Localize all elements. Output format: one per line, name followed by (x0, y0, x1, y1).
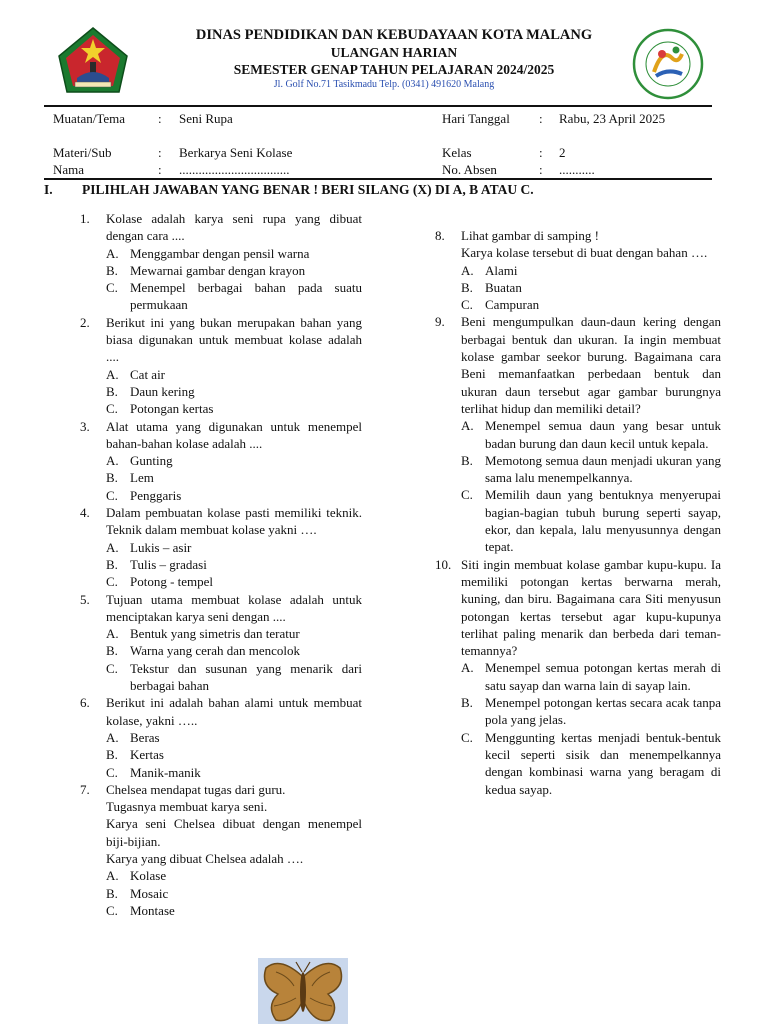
answer-option-b[interactable] (80, 885, 362, 902)
answer-option-c[interactable] (435, 486, 721, 555)
answer-option-a[interactable] (435, 262, 721, 279)
question-text (106, 314, 362, 366)
question-text (106, 781, 362, 867)
question-text (106, 210, 362, 245)
question-text-line: Chelsea mendapat tugas dari guru. (106, 781, 286, 797)
answer-option-b[interactable] (80, 556, 362, 573)
option-text: Menempel semua potongan kertas merah di satu sayap dan warna lain di sayap lain. (485, 660, 721, 693)
option-text: Buatan (485, 279, 522, 295)
question-text-line: Lihat gambar di samping ! (461, 228, 599, 243)
option-text: Mosaic (130, 885, 169, 901)
question-text (106, 418, 362, 453)
answer-option-a[interactable] (80, 539, 362, 556)
option-text: Potong - tempel (130, 574, 214, 590)
option-letter: A. (106, 539, 119, 555)
question-number: 6. (80, 695, 90, 711)
question-number: 5. (80, 591, 90, 607)
option-letter: C. (106, 487, 118, 503)
option-letter: B. (106, 643, 118, 659)
option-letter: C. (461, 729, 473, 745)
answer-option-c[interactable] (80, 660, 362, 695)
option-text: Potongan kertas (130, 401, 214, 417)
absen-label: No. Absen (442, 162, 497, 177)
option-letter: A. (106, 729, 119, 745)
option-text: Menggunting kertas menjadi bentuk-bentuk kecil seperti sisik dan menempelkannya dengan kombinasi warna yang beragam di kedua sayap. (485, 729, 721, 797)
answer-option-b[interactable] (80, 383, 362, 400)
question-text (106, 694, 362, 729)
option-letter: A. (106, 245, 119, 261)
answer-option-c[interactable] (80, 902, 362, 919)
answer-option-b[interactable] (80, 469, 362, 486)
answer-option-b[interactable] (80, 642, 362, 659)
option-text: Memotong semua daun menjadi ukuran yang sama lalu menempelkannya. (485, 452, 721, 486)
question-3 (80, 418, 362, 504)
option-text: Menempel berbagai bahan pada suatu permukaan (130, 280, 362, 313)
materi-colon: : (158, 145, 162, 160)
option-letter: A. (106, 453, 119, 469)
question-number: 8. (435, 228, 445, 243)
question-text-line: Karya kolase tersebut di buat dengan bahan …. (461, 245, 708, 261)
option-text: Kolase (130, 868, 167, 884)
option-text: Beras (130, 729, 160, 745)
option-letter: C. (461, 487, 473, 503)
question-text-line: Karya seni Chelsea dibuat dengan menempel biji-bijian. (106, 816, 362, 849)
question-number: 4. (80, 505, 90, 521)
hari-colon: : (539, 111, 543, 126)
option-text: Menempel semua daun yang besar untuk badan burung dan daun kecil untuk kepala. (485, 418, 721, 451)
question-text-line: Kolase adalah karya seni rupa yang dibuat dengan cara .... (106, 211, 362, 244)
absen-colon: : (539, 162, 543, 177)
question-text (106, 591, 362, 626)
question-text-line: Dalam pembuatan kolase pasti memiliki teknik. Teknik dalam membuat kolase yakni …. (106, 505, 362, 538)
header-exam-title: ULANGAN HARIAN (330, 45, 458, 60)
questions-left-column (80, 210, 362, 919)
question-text-line: Tujuan utama membuat kolase adalah untuk menciptakan karya seni dengan .... (106, 591, 362, 624)
option-text: Daun kering (130, 383, 195, 399)
option-letter: A. (461, 660, 474, 676)
answer-option-a[interactable] (80, 245, 362, 262)
option-text: Campuran (485, 297, 540, 313)
option-letter: A. (106, 366, 119, 382)
kelas-label: Kelas (442, 145, 472, 160)
question-text (461, 556, 721, 660)
answer-option-c[interactable] (80, 487, 362, 504)
option-letter: C. (106, 660, 118, 676)
answer-option-a[interactable] (80, 366, 362, 383)
option-letter: C. (106, 401, 118, 417)
option-letter: C. (106, 574, 118, 590)
question-10 (435, 556, 721, 798)
option-text: Tulis – gradasi (130, 556, 207, 572)
option-text: Menempel potongan kertas secara acak tanpa pola yang jelas. (485, 695, 721, 728)
option-text: Warna yang cerah dan mencolok (130, 643, 301, 659)
option-text: Menggambar dengan pensil warna (130, 245, 310, 261)
nama-colon: : (158, 162, 162, 177)
option-letter: B. (106, 262, 118, 278)
option-text: Cat air (130, 366, 166, 382)
hari-value: Rabu, 23 April 2025 (559, 111, 666, 126)
materi-label: Materi/Sub (53, 145, 112, 160)
question-number: 7. (80, 781, 90, 797)
option-letter: B. (461, 279, 473, 295)
question-text (461, 313, 721, 417)
option-text: Mewarnai gambar dengan krayon (130, 262, 306, 278)
header-divider (44, 105, 712, 107)
muatan-label: Muatan/Tema (53, 111, 126, 126)
header-address: Jl. Golf No.71 Tasikmadu Telp. (0341) 491620 Malang (273, 79, 495, 90)
section-number: I. (44, 182, 53, 197)
info-divider (44, 178, 712, 180)
question-5 (80, 591, 362, 695)
option-letter: C. (106, 902, 118, 918)
question-1 (80, 210, 362, 314)
option-text: Penggaris (130, 487, 182, 503)
kelas-colon: : (539, 145, 543, 160)
answer-option-a[interactable] (80, 625, 362, 642)
option-text: Manik-manik (130, 764, 201, 780)
question-text-line: Tugasnya membuat karya seni. (106, 799, 268, 815)
answer-option-b[interactable] (435, 452, 721, 487)
option-letter: C. (106, 280, 118, 296)
option-letter: A. (461, 418, 474, 434)
hari-label: Hari Tanggal (442, 111, 510, 126)
option-text: Kertas (130, 747, 164, 763)
question-text-line: Berikut ini yang bukan merupakan bahan yang biasa digunakan untuk membuat kolase adalah .... (106, 314, 362, 365)
option-letter: B. (106, 747, 118, 763)
nama-value[interactable]: .................................. (179, 162, 290, 177)
section-title (44, 181, 534, 198)
option-letter: B. (461, 695, 473, 711)
question-9 (435, 313, 721, 555)
muatan-colon: : (158, 111, 162, 126)
option-text: Montase (130, 902, 175, 918)
option-letter: A. (106, 868, 119, 884)
absen-value[interactable]: ........... (559, 162, 595, 177)
option-letter: B. (106, 383, 118, 399)
option-text: Bentuk yang simetris dan teratur (130, 626, 300, 642)
question-number: 2. (80, 314, 90, 330)
answer-option-b[interactable] (80, 746, 362, 763)
answer-option-c[interactable] (80, 573, 362, 590)
question-7 (80, 781, 362, 919)
answer-option-c[interactable] (435, 296, 721, 313)
question-text-line: Alat utama yang digunakan untuk menempel bahan-bahan kolase adalah .... (106, 418, 362, 451)
option-letter: A. (106, 626, 119, 642)
answer-option-a[interactable] (435, 417, 721, 452)
question-number: 3. (80, 418, 90, 434)
kelas-value: 2 (559, 145, 566, 160)
nama-label: Nama (53, 162, 85, 177)
question-number: 9. (435, 314, 445, 330)
answer-option-a[interactable] (80, 867, 362, 884)
answer-option-b[interactable] (435, 694, 721, 729)
answer-option-c[interactable] (435, 729, 721, 798)
answer-option-a[interactable] (435, 659, 721, 694)
answer-option-c[interactable] (80, 764, 362, 781)
answer-option-c[interactable] (80, 279, 362, 314)
header-semester: SEMESTER GENAP TAHUN PELAJARAN 2024/2025 (233, 62, 555, 77)
question-text-line: Siti ingin membuat kolase gambar kupu-kupu. Ia memiliki potongan kertas berwarna merah, kuning, dan biru. Bagaimana cara Siti menyusun potongan kertas tersebut agar kupu-kupunya terlihat paling menarik dan berbeda dari teman-temannya? (461, 556, 721, 659)
question-text-line: Karya yang dibuat Chelsea adalah …. (106, 850, 304, 866)
option-letter: C. (106, 764, 118, 780)
section-instruction: PILIHLAH JAWABAN YANG BENAR ! BERI SILANG (X) DI A, B ATAU C. (82, 182, 534, 197)
option-letter: B. (461, 452, 473, 468)
answer-option-a[interactable] (80, 452, 362, 469)
question-2 (80, 314, 362, 418)
option-letter: A. (461, 262, 474, 278)
option-text: Memilih daun yang bentuknya menyerupai bagian-bagian tubuh burung seperti sayap, ekor, dan kepala, lalu menyusunnya dengan tepat. (485, 487, 721, 555)
question-4 (80, 504, 362, 590)
question-text-line: Beni mengumpulkan daun-daun kering dengan berbagai bentuk dan ukuran. Ia ingin membuat kolase gambar seekor burung. Bagaimana cara Beni memanfaatkan perbedaan bentuk dan ukuran daun tersebut agar gambar burungnya terlihat hidup dan memiliki detail? (461, 314, 721, 416)
question-text-line: Berikut ini adalah bahan alami untuk membuat kolase, yakni ….. (106, 695, 362, 728)
option-text: Lem (130, 470, 154, 486)
butterfly-collage-image (258, 958, 348, 1024)
answer-option-c[interactable] (80, 400, 362, 417)
questions-right-column (435, 227, 721, 798)
option-text: Gunting (130, 453, 173, 469)
option-letter: C. (461, 297, 473, 313)
muatan-value: Seni Rupa (179, 111, 233, 126)
option-letter: B. (106, 885, 118, 901)
option-text: Lukis – asir (130, 539, 192, 555)
question-8 (435, 227, 721, 313)
option-text: Alami (485, 262, 518, 278)
answer-option-b[interactable] (80, 262, 362, 279)
question-text (106, 504, 362, 539)
header-agency: DINAS PENDIDIKAN DAN KEBUDAYAAN KOTA MALANG (195, 27, 593, 43)
question-number: 10. (435, 556, 452, 572)
option-letter: B. (106, 556, 118, 572)
option-text: Tekstur dan susunan yang menarik dari berbagai bahan (130, 660, 362, 694)
materi-value: Berkarya Seni Kolase (179, 145, 293, 160)
answer-option-b[interactable] (435, 279, 721, 296)
question-text (461, 227, 721, 262)
option-letter: B. (106, 470, 118, 486)
question-number: 1. (80, 211, 90, 226)
question-6 (80, 694, 362, 780)
answer-option-a[interactable] (80, 729, 362, 746)
